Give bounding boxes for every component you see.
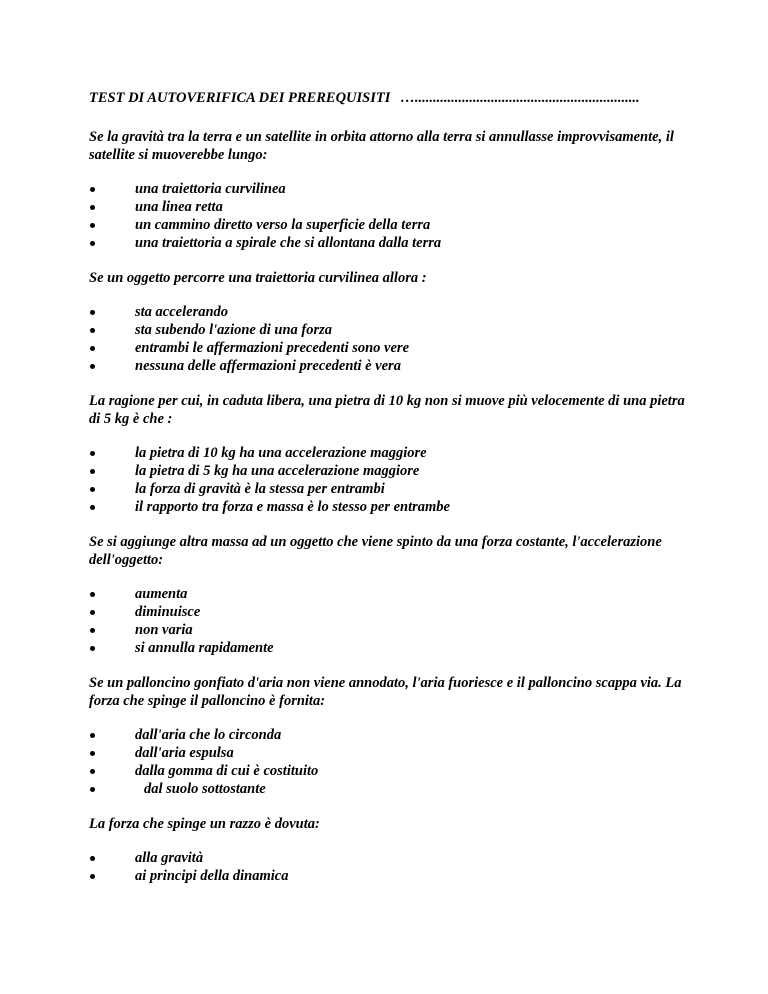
- option-list: [89, 444, 689, 516]
- option-text: sta accelerando: [135, 304, 229, 320]
- option-item: [89, 603, 689, 621]
- bullet-icon: [90, 241, 95, 246]
- question-block: [89, 128, 689, 252]
- bullet-icon: [90, 856, 95, 861]
- option-text: non varia: [135, 622, 193, 638]
- option-item: [89, 357, 689, 375]
- question-text: Se un oggetto percorre una traiettoria curvilinea allora :: [89, 270, 427, 286]
- option-text: una traiettoria curvilinea: [135, 181, 286, 197]
- bullet-icon: [90, 610, 95, 615]
- option-text: sta subendo l'azione di una forza: [135, 322, 333, 338]
- option-list: [89, 303, 689, 375]
- question-text: Se si aggiunge altra massa ad un oggetto che viene spinto da una forza costante, l'accelerazione dell'oggetto:: [89, 534, 662, 568]
- document-title: [89, 89, 689, 107]
- option-text: diminuisce: [135, 604, 201, 620]
- bullet-icon: [90, 346, 95, 351]
- bullet-icon: [90, 874, 95, 879]
- option-text: il rapporto tra forza e massa è lo stesso per entrambe: [135, 499, 450, 515]
- bullet-icon: [90, 628, 95, 633]
- option-list: [89, 180, 689, 252]
- option-text: la pietra di 5 kg ha una accelerazione maggiore: [135, 463, 420, 479]
- option-item: [89, 321, 689, 339]
- option-item: [89, 462, 689, 480]
- question-text: La ragione per cui, in caduta libera, una pietra di 10 kg non si muove più velocemente di una pietra di 5 kg è che :: [89, 393, 685, 427]
- question-block: [89, 815, 689, 885]
- option-item: [89, 480, 689, 498]
- question-text: La forza che spinge un razzo è dovuta:: [89, 816, 320, 832]
- bullet-icon: [90, 451, 95, 456]
- question-block: [89, 533, 689, 657]
- option-item: [89, 216, 689, 234]
- option-item: [89, 180, 689, 198]
- bullet-icon: [90, 310, 95, 315]
- question-text: Se la gravità tra la terra e un satellite in orbita attorno alla terra si annullasse improvvisamente, il satellite si muoverebbe lungo:: [89, 129, 674, 163]
- option-item: [89, 198, 689, 216]
- bullet-icon: [90, 469, 95, 474]
- option-item: [89, 726, 689, 744]
- option-item: [89, 621, 689, 639]
- option-text: dall'aria espulsa: [135, 745, 234, 761]
- option-text: aumenta: [135, 586, 188, 602]
- option-text: la forza di gravità è la stessa per entrambi: [135, 481, 385, 497]
- option-item: [89, 585, 689, 603]
- bullet-icon: [90, 751, 95, 756]
- bullet-icon: [90, 787, 95, 792]
- question-block: [89, 392, 689, 516]
- option-text: entrambi le affermazioni precedenti sono vere: [135, 340, 409, 356]
- option-item: [89, 849, 689, 867]
- option-item: [89, 303, 689, 321]
- option-item: [89, 639, 689, 657]
- question-block: [89, 674, 689, 798]
- bullet-icon: [90, 505, 95, 510]
- bullet-icon: [90, 223, 95, 228]
- option-list: [89, 585, 689, 657]
- bullet-icon: [90, 592, 95, 597]
- option-item: [89, 762, 689, 780]
- bullet-icon: [90, 733, 95, 738]
- option-list: [89, 849, 689, 885]
- option-text: si annulla rapidamente: [135, 640, 274, 656]
- option-text: dal suolo sottostante: [144, 781, 266, 797]
- option-item: [89, 780, 689, 798]
- option-text: un cammino diretto verso la superficie della terra: [135, 217, 431, 233]
- option-text: una linea retta: [135, 199, 223, 215]
- option-text: dall'aria che lo circonda: [135, 727, 282, 743]
- question-text: Se un palloncino gonfiato d'aria non viene annodato, l'aria fuoriesce e il palloncino scappa via. La forza che spinge il palloncino è fornita:: [89, 675, 682, 709]
- option-text: una traiettoria a spirale che si allontana dalla terra: [135, 235, 442, 251]
- bullet-icon: [90, 205, 95, 210]
- option-item: [89, 744, 689, 762]
- title-heading: TEST DI AUTOVERIFICA DEI PREREQUISITI: [89, 90, 391, 106]
- bullet-icon: [90, 187, 95, 192]
- option-item: [89, 444, 689, 462]
- option-item: [89, 234, 689, 252]
- option-text: dalla gomma di cui è costituito: [135, 763, 319, 779]
- question-block: [89, 269, 689, 375]
- document-page: [89, 89, 689, 885]
- option-text: ai principi della dinamica: [135, 868, 289, 884]
- option-text: nessuna delle affermazioni precedenti è vera: [135, 358, 401, 374]
- option-text: la pietra di 10 kg ha una accelerazione maggiore: [135, 445, 427, 461]
- bullet-icon: [90, 769, 95, 774]
- option-list: [89, 726, 689, 798]
- option-item: [89, 498, 689, 516]
- bullet-icon: [90, 364, 95, 369]
- bullet-icon: [90, 328, 95, 333]
- bullet-icon: [90, 646, 95, 651]
- name-blank-dots: …..............................................................: [400, 90, 640, 106]
- option-item: [89, 339, 689, 357]
- option-item: [89, 867, 689, 885]
- bullet-icon: [90, 487, 95, 492]
- option-text: alla gravità: [135, 850, 204, 866]
